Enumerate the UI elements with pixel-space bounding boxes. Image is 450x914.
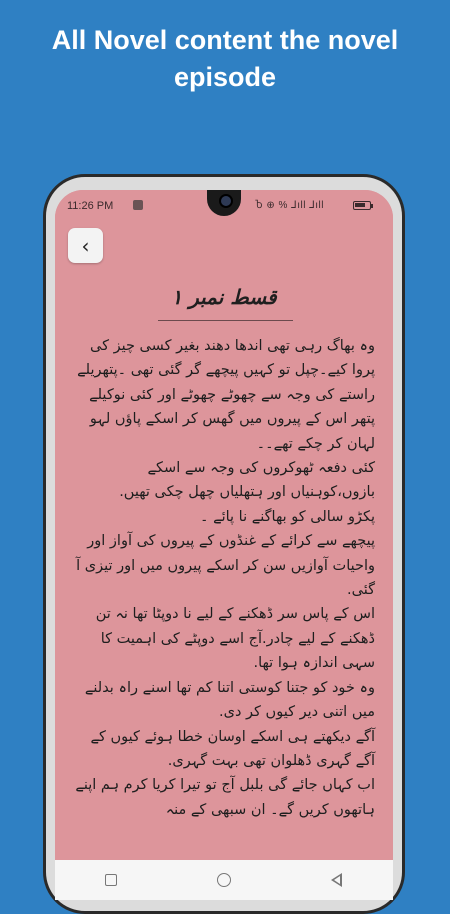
episode-title: قسط نمبر ۱ — [171, 285, 277, 309]
phone-screen — [55, 190, 393, 900]
story-paragraph: اس کے پاس سر ڈھکنے کے لیے نا دوپٹا تھا نہ تن ڈھکنے کے لیے چادر.آج اسے دوپٹے کی اہمیت کا سہی اندازہ ہوا تھا. — [95, 606, 375, 672]
story-paragraph: اب کہاں جائے گی بلبل آج تو تیرا کریا کرم ہم اپنے ہاتھوں کریں گے۔ ان سبھی کے منہ — [75, 777, 375, 818]
battery-tip — [371, 204, 373, 208]
notification-icon — [133, 200, 143, 210]
back-button[interactable] — [68, 228, 103, 263]
story-paragraph: پیچھے سے کرائے کے غنڈوں کے پیروں کی آواز اور واحیات آوازیں سن کر اسکے پیروں میں اور تیزی آ گئی. — [76, 533, 375, 599]
square-icon — [105, 874, 117, 886]
home-button[interactable] — [204, 865, 244, 895]
camera-icon — [219, 194, 233, 208]
battery-icon — [353, 201, 371, 210]
recents-button[interactable] — [91, 865, 131, 895]
story-text — [75, 334, 375, 822]
circle-icon — [217, 873, 231, 887]
story-paragraph: کئی دفعہ ٹھوکروں کی وجہ سے اسکے بازوں،کوہنیاں اور ہتھلیاں چھل چکی تھیں. — [119, 460, 375, 501]
network-status: Ⴆ ⊕ % ⅃ıll ⅃ıll — [255, 200, 325, 211]
story-paragraph: وہ بھاگ رہی تھی اندھا دھند بغیر کسی چیز کی پروا کیے۔چپل تو کہیں پیچھے گر گئی تھی ۔پتھریلے راستے کی وجہ سے چھوٹے چھوٹے اور کئی نوکیلے پتھر اس کے پیروں میں گھس کر اسکے پاؤں لہو لہان کر چکے تھے۔۔ — [77, 338, 375, 452]
chevron-left-icon: ‹ — [81, 233, 90, 258]
status-time: 11:26 PM — [67, 200, 114, 212]
system-back-button[interactable] — [317, 865, 357, 895]
story-paragraph: آگے دیکھتے ہی اسکے اوسان خطا ہوئے کیوں کے آگے گہری ڈھلوان تھی بہت گہری. — [90, 728, 375, 769]
system-nav-bar — [55, 860, 393, 900]
triangle-back-icon — [331, 873, 342, 887]
story-paragraph: وہ خود کو جتنا کوستی اتنا کم تھا اسنے راہ بدلنے میں اتنی دیر کیوں کر دی. — [84, 679, 375, 721]
story-paragraph: پکڑو سالی کو بھاگنے نا پائے ۔ — [199, 508, 375, 525]
promo-headline: All Novel content the novel episode — [51, 25, 399, 92]
title-underline — [158, 320, 293, 321]
